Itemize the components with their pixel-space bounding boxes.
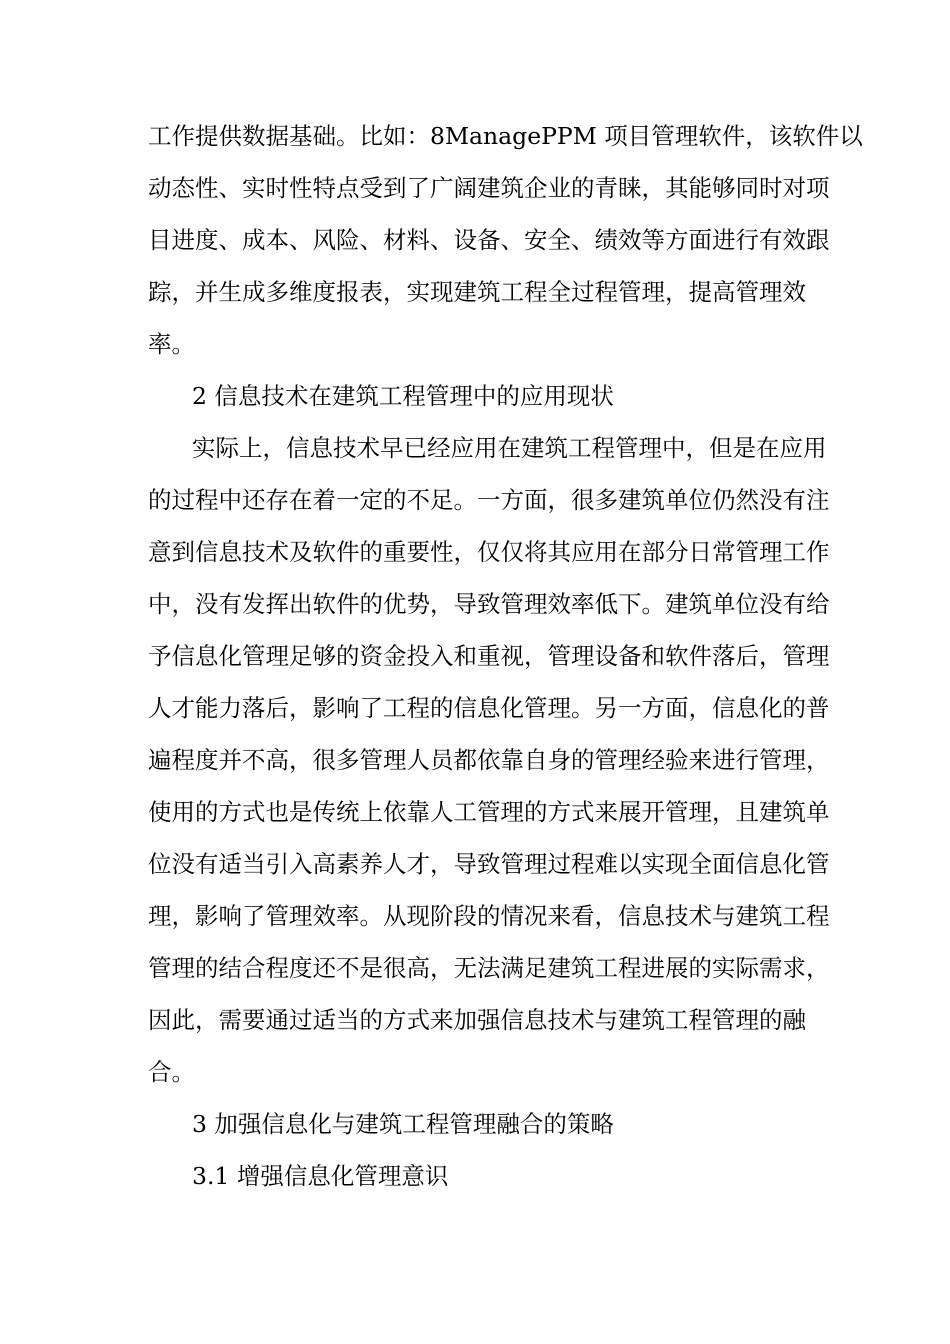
section-heading: 3 加强信息化与建筑工程管理融合的策略	[192, 1110, 614, 1138]
paragraph-line: 管理的结合程度还不是很高，无法满足建筑工程进展的实际需求，	[148, 954, 830, 982]
section-heading: 2 信息技术在建筑工程管理中的应用现状	[192, 382, 614, 410]
subsection-heading: 3.1 增强信息化管理意识	[192, 1162, 449, 1190]
paragraph-line: 目进度、成本、风险、材料、设备、安全、绩效等方面进行有效跟	[148, 226, 830, 254]
paragraph-line: 人才能力落后，影响了工程的信息化管理。另一方面，信息化的普	[148, 694, 830, 722]
paragraph-line: 踪，并生成多维度报表，实现建筑工程全过程管理，提高管理效	[148, 278, 806, 306]
paragraph-line: 理，影响了管理效率。从现阶段的情况来看，信息技术与建筑工程	[148, 902, 830, 930]
paragraph-line: 合。	[148, 1058, 195, 1086]
paragraph-line: 中，没有发挥出软件的优势，导致管理效率低下。建筑单位没有给	[148, 590, 830, 618]
paragraph-line: 位没有适当引入高素养人才，导致管理过程难以实现全面信息化管	[148, 850, 830, 878]
paragraph-line: 意到信息技术及软件的重要性，仅仅将其应用在部分日常管理工作	[148, 538, 830, 566]
paragraph-line: 使用的方式也是传统上依靠人工管理的方式来展开管理，且建筑单	[148, 798, 830, 826]
paragraph-line: 因此，需要通过适当的方式来加强信息技术与建筑工程管理的融	[148, 1006, 806, 1034]
paragraph-line: 的过程中还存在着一定的不足。一方面，很多建筑单位仍然没有注	[148, 486, 830, 514]
paragraph-line: 予信息化管理足够的资金投入和重视，管理设备和软件落后，管理	[148, 642, 830, 670]
paragraph-line: 遍程度并不高，很多管理人员都依靠自身的管理经验来进行管理，	[148, 746, 830, 774]
paragraph-line: 动态性、实时性特点受到了广阔建筑企业的青睐，其能够同时对项	[148, 174, 830, 202]
paragraph-line: 实际上，信息技术早已经应用在建筑工程管理中，但是在应用	[192, 434, 827, 462]
paragraph-line: 工作提供数据基础。比如：8ManagePPM 项目管理软件，该软件以	[148, 122, 863, 150]
paragraph-line: 率。	[148, 330, 195, 358]
